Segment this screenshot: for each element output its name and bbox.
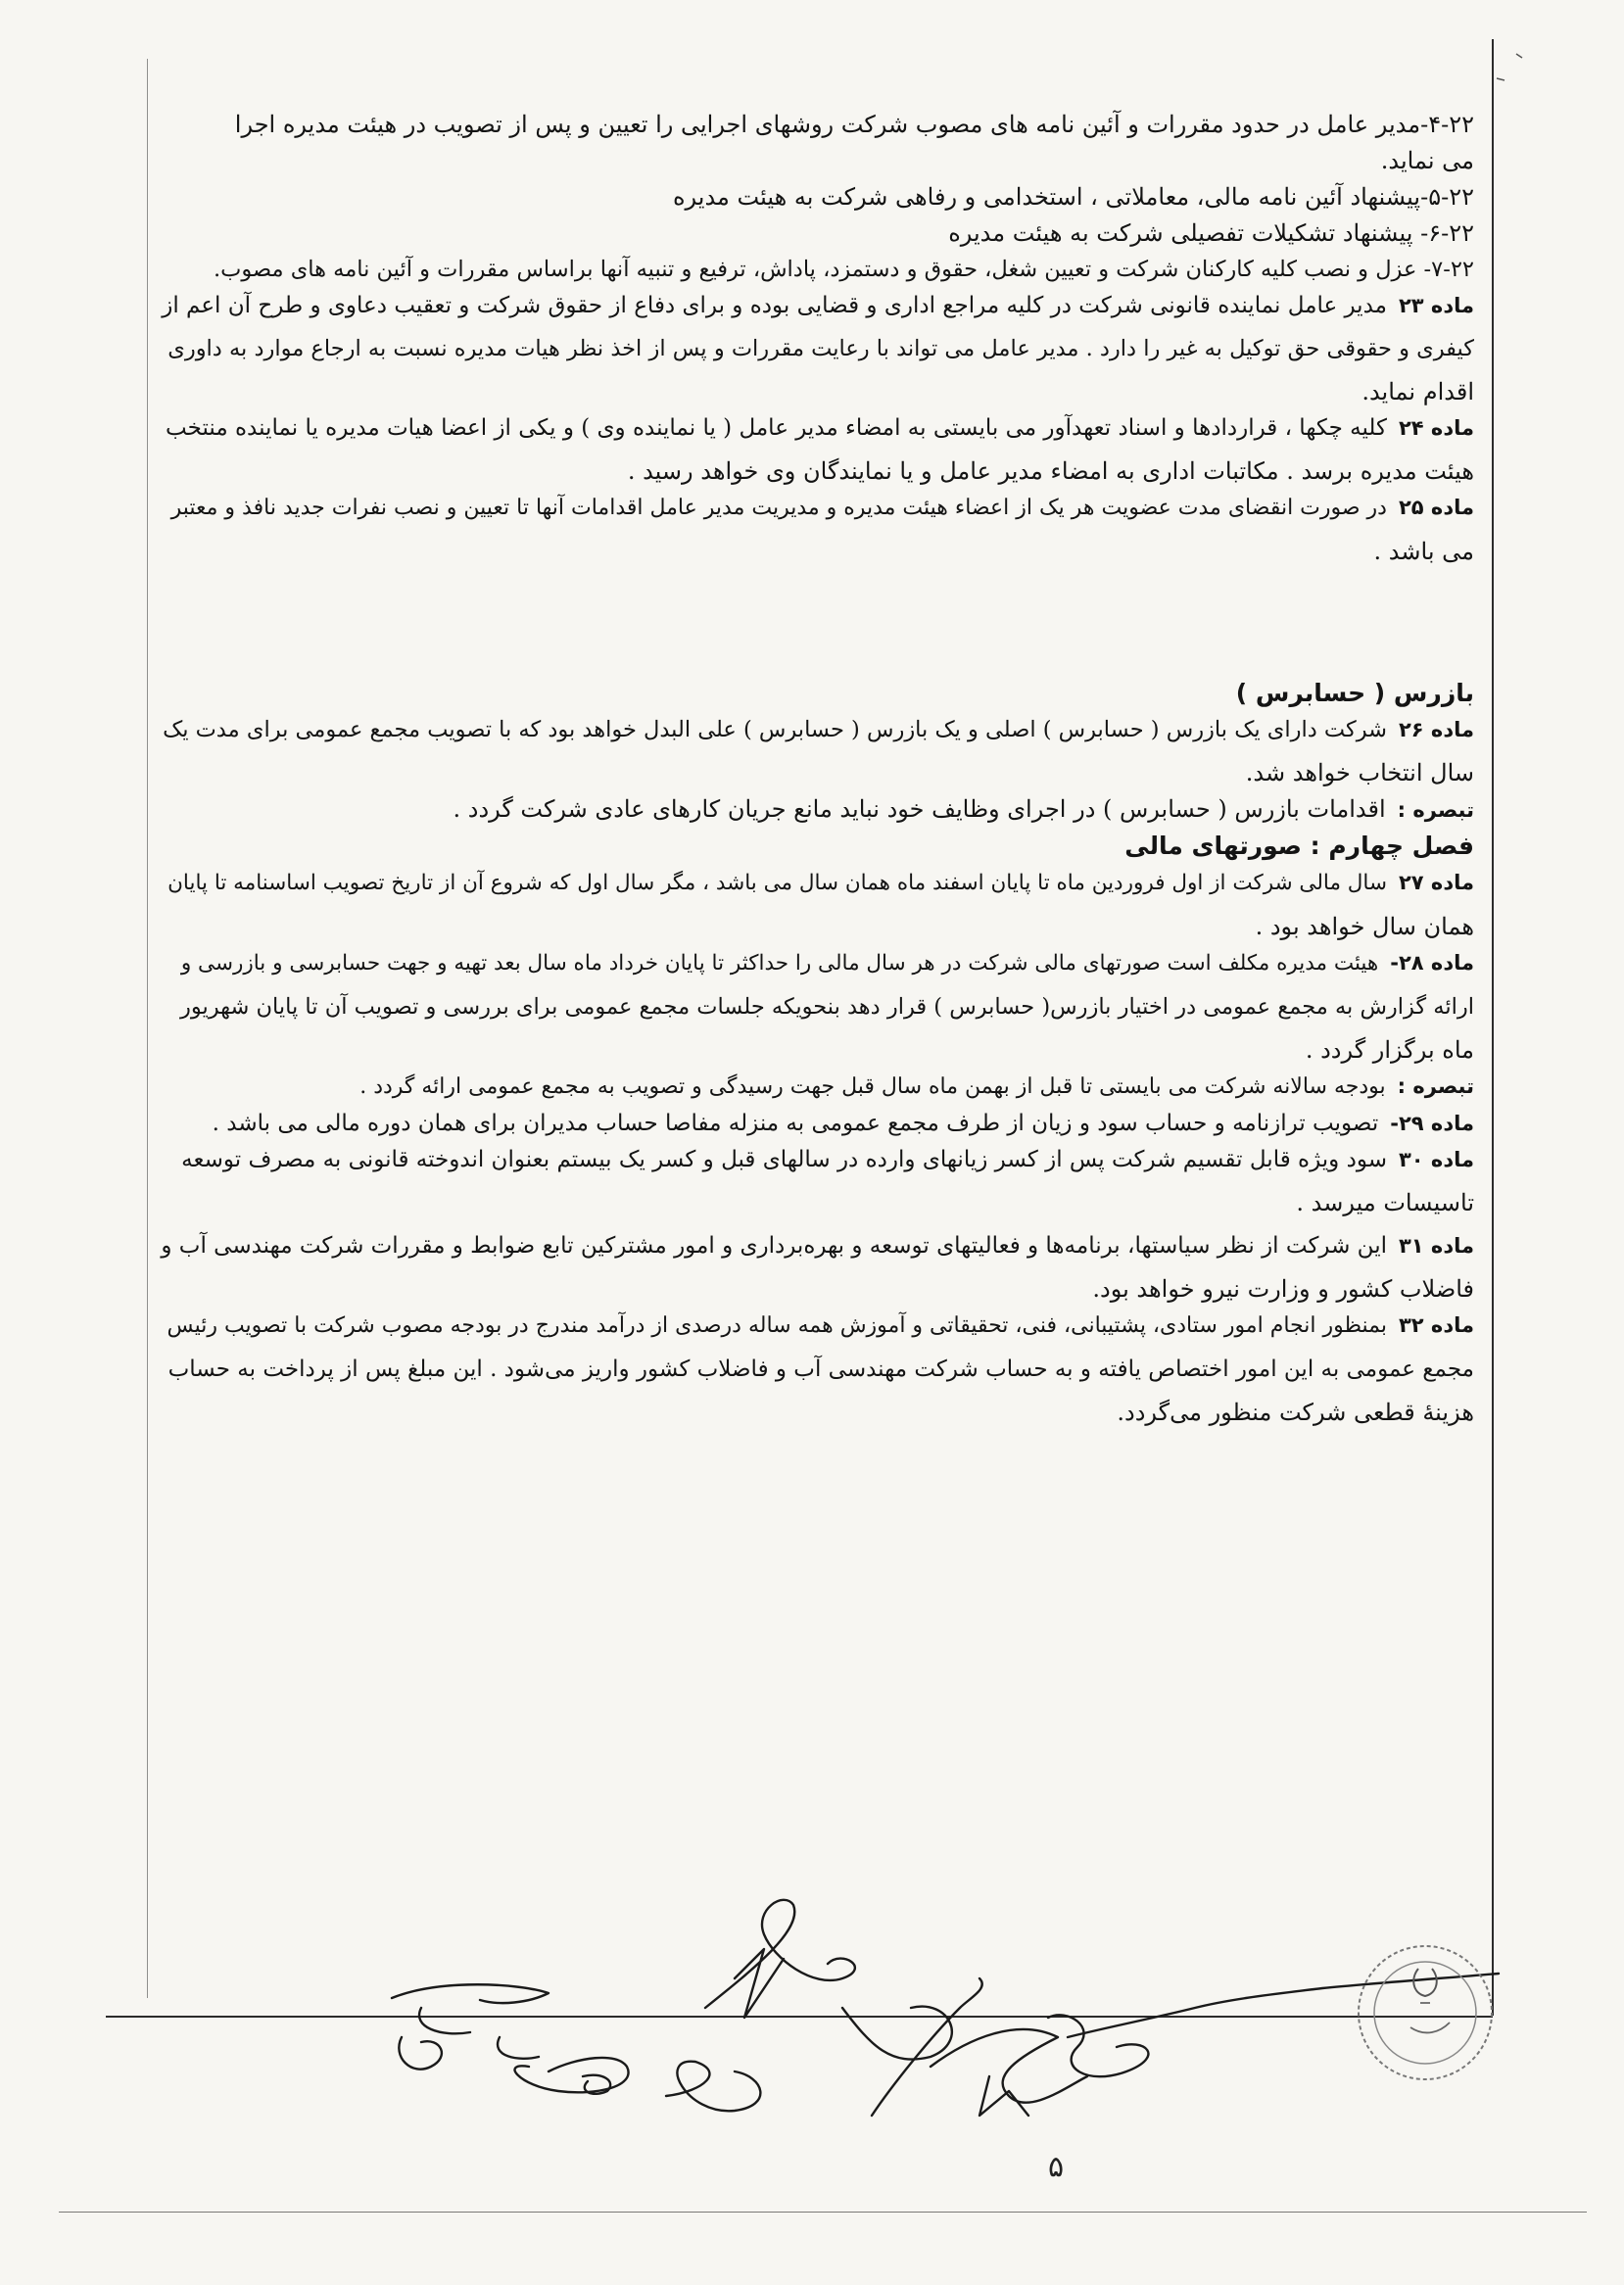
- chapter-4-heading: فصل چهارم : صورتهای مالی: [1124, 832, 1474, 860]
- article-text: مجمع عمومی به این امور اختصاص یافته و به حساب شرکت مهندسی آب و فاضلاب کشور واریز می‌شود . این مبلغ پس از پرداخت به حساب: [167, 1357, 1474, 1382]
- frame-line-left: [147, 59, 148, 1998]
- article-label: ماده ۲۶: [1398, 718, 1474, 741]
- article-text: اقدام نماید.: [1361, 378, 1474, 405]
- article-32-line3: [157, 1398, 1474, 1427]
- clause-22-4: [157, 110, 1474, 139]
- article-29: [157, 1109, 1474, 1138]
- article-text: سال مالی شرکت از اول فروردین ماه تا پایان اسفند ماه همان سال می باشد ، مگر سال اول که شروع آن از تاریخ تصویب اساسنامه تا پایان: [167, 871, 1387, 895]
- article-label: ماده ۳۰: [1398, 1148, 1474, 1171]
- article-text: این شرکت از نظر سیاستها، برنامه‌ها و فعالیتهای توسعه و بهره‌برداری و امور مشترکین تابع ضوابط و مقررات شرکت مهندسی آب و: [161, 1233, 1387, 1259]
- clause-22-6: [157, 218, 1474, 248]
- article-23: [157, 291, 1474, 320]
- article-23-line3: [157, 377, 1474, 406]
- article-text: فاضلاب کشور و وزارت نیرو خواهد بود.: [1092, 1275, 1474, 1303]
- article-28: [157, 948, 1474, 978]
- article-25: [157, 493, 1474, 523]
- article-25-line2: [157, 537, 1474, 566]
- frame-line-right: [1492, 39, 1494, 2016]
- inspector-heading: بازرس ( حسابرس ): [1235, 679, 1474, 707]
- article-27-line2: [157, 912, 1474, 941]
- article-label: ماده ۳۲: [1398, 1313, 1474, 1337]
- note-text: اقدامات بازرس ( حسابرس ) در اجرای وظایف خود نباید مانع جریان کارهای عادی شرکت گردد .: [453, 795, 1386, 823]
- article-text: سال انتخاب خواهد شد.: [1245, 759, 1474, 786]
- article-text: هیئت مدیره برسد . مکاتبات اداری به امضاء مدیر عامل و یا نمایندگان وی خواهد رسید .: [627, 457, 1474, 485]
- article-23-line2: [157, 334, 1474, 363]
- article-text: هیئت مدیره مکلف است صورتهای مالی شرکت در هر سال مالی را حداکثر تا پایان خرداد ماه سال بعد تهیه و جهت حسابرسی و بازرسی و: [180, 951, 1379, 976]
- signature-stroke: [666, 2062, 760, 2112]
- signature-stroke: [705, 1900, 855, 2008]
- article-text: سود ویژه قابل تقسیم شرکت پس از کسر زیانهای وارده در سالهای قبل و کسر یک بیستم بعنوان اندوخته قانونی به مصرف توسعه: [181, 1147, 1387, 1172]
- article-text: شرکت دارای یک بازرس ( حسابرس ) اصلی و یک بازرس ( حسابرس ) علی البدل خواهد بود که با تصویب مجمع عمومی برای مدت یک: [163, 717, 1387, 742]
- signature-stroke: [735, 1949, 784, 2018]
- article-label: ماده ۲۴: [1398, 416, 1474, 440]
- article-24: [157, 413, 1474, 443]
- document-body: [157, 98, 1474, 1427]
- article-27: [157, 868, 1474, 898]
- article-label: ماده ۲۵: [1398, 496, 1474, 519]
- clause-text: ۴-۲۲-مدیر عامل در حدود مقررات و آئین نامه های مصوب شرکت روشهای اجرایی را تعیین و پس از تصویب در هیئت مدیره اجرا: [234, 111, 1474, 138]
- note-1: [157, 794, 1474, 825]
- article-label: ماده ۲۷: [1398, 871, 1474, 894]
- article-32-line2: [157, 1355, 1474, 1384]
- article-28-line3: [157, 1035, 1474, 1065]
- clause-text: ۵-۲۲-پیشنهاد آئین نامه مالی، معاملاتی ، استخدامی و رفاهی شرکت به هیئت مدیره: [672, 183, 1474, 211]
- signature-stroke: [399, 2037, 442, 2070]
- scan-edge-line: [59, 2212, 1587, 2213]
- article-text: تصویب ترازنامه و حساب سود و زیان از طرف مجمع عمومی به منزله مفاصا حساب مدیران برای همان دوره مالی می باشد .: [212, 1111, 1379, 1136]
- article-label: ماده ۲۳: [1398, 294, 1474, 317]
- article-label: ماده ۲۹-: [1390, 1112, 1474, 1135]
- article-30: [157, 1145, 1474, 1174]
- note-label: تبصره :: [1397, 798, 1474, 822]
- article-label: ماده ۲۸-: [1390, 951, 1474, 975]
- clause-text: می نماید.: [1380, 147, 1474, 174]
- article-text: در صورت انقضای مدت عضویت هر یک از اعضاء هیئت مدیره و مدیریت مدیر عامل اقدامات آنها تا تعیین و نصب نفرات جدید نافذ و معتبر: [170, 496, 1387, 520]
- article-24-line2: [157, 456, 1474, 486]
- note-label: تبصره :: [1397, 1074, 1474, 1098]
- article-text: هزینۀ قطعی شرکت منظور می‌گردد.: [1117, 1399, 1474, 1426]
- article-32: [157, 1310, 1474, 1341]
- article-text: بمنظور انجام امور ستادی، پشتیبانی، فنی، تحقیقاتی و آموزش همه ساله درصدی از درآمد مندرج در بودجه مصوب شرکت با تصویب رئیس: [167, 1313, 1387, 1338]
- clause-22-5: [157, 182, 1474, 212]
- signature-stroke: [515, 2058, 629, 2092]
- article-text: کلیه چکها ، قراردادها و اسناد تعهدآور می بایستی به امضاء مدیر عامل ( یا نماینده وی ) و یکی از اعضا هیات مدیره یا نماینده منتخب: [166, 415, 1387, 441]
- scan-speck-mark: [1477, 49, 1536, 88]
- page-number: ۵: [1047, 2150, 1065, 2184]
- article-26-line2: [157, 758, 1474, 787]
- article-31-line2: [157, 1274, 1474, 1304]
- signature-stroke: [872, 1978, 982, 2116]
- article-31: [157, 1231, 1474, 1261]
- signature-stroke: [1048, 2015, 1148, 2076]
- article-text: ارائه گزارش به مجمع عمومی در اختیار بازرس( حسابرس ) قرار دهد بنحویکه جلسات مجمع عمومی برای بررسی و تصویب آن تا پایان شهریور: [179, 994, 1474, 1020]
- clause-22-4-cont: [157, 146, 1474, 175]
- article-28-line2: [157, 992, 1474, 1022]
- article-text: می باشد .: [1373, 538, 1474, 565]
- signature-stroke: [979, 2076, 1028, 2116]
- article-text: مدیر عامل نماینده قانونی شرکت در کلیه مراجع اداری و قضایی بوده و برای دفاع از حقوق شرکت و تعقیب دعاوی و طرح آن اعم از: [162, 293, 1387, 318]
- article-text: همان سال خواهد بود .: [1255, 913, 1474, 940]
- clause-22-7: [157, 255, 1474, 284]
- article-30-line2: [157, 1188, 1474, 1217]
- signature-stroke: [392, 1984, 549, 2059]
- clause-text: ۶-۲۲- پیشنهاد تشکیلات تفصیلی شرکت به هیئت مدیره: [948, 219, 1474, 247]
- company-seal-stamp: [1352, 1910, 1499, 2116]
- article-text: ماه برگزار گردد .: [1305, 1036, 1474, 1064]
- note-text: بودجه سالانه شرکت می بایستی تا قبل از بهمن ماه سال قبل جهت رسیدگی و تصویب به مجمع عمومی ارائه گردد .: [359, 1074, 1386, 1099]
- article-label: ماده ۳۱: [1398, 1234, 1474, 1258]
- note-2: [157, 1071, 1474, 1102]
- clause-text: ۷-۲۲- عزل و نصب کلیه کارکنان شرکت و تعیین شغل، حقوق و دستمزد، پاداش، ترفیع و تنبیه آنها براساس مقررات و آئین نامه های مصوب.: [214, 257, 1474, 282]
- article-text: تاسیسات میرسد .: [1296, 1189, 1474, 1216]
- article-text: کیفری و حقوقی حق توکیل به غیر را دارد . مدیر عامل می تواند با رعایت مقررات و پس از اخذ نظر هیات مدیره نسبت به ارجاع موارد به داوری: [167, 336, 1474, 361]
- article-26: [157, 715, 1474, 744]
